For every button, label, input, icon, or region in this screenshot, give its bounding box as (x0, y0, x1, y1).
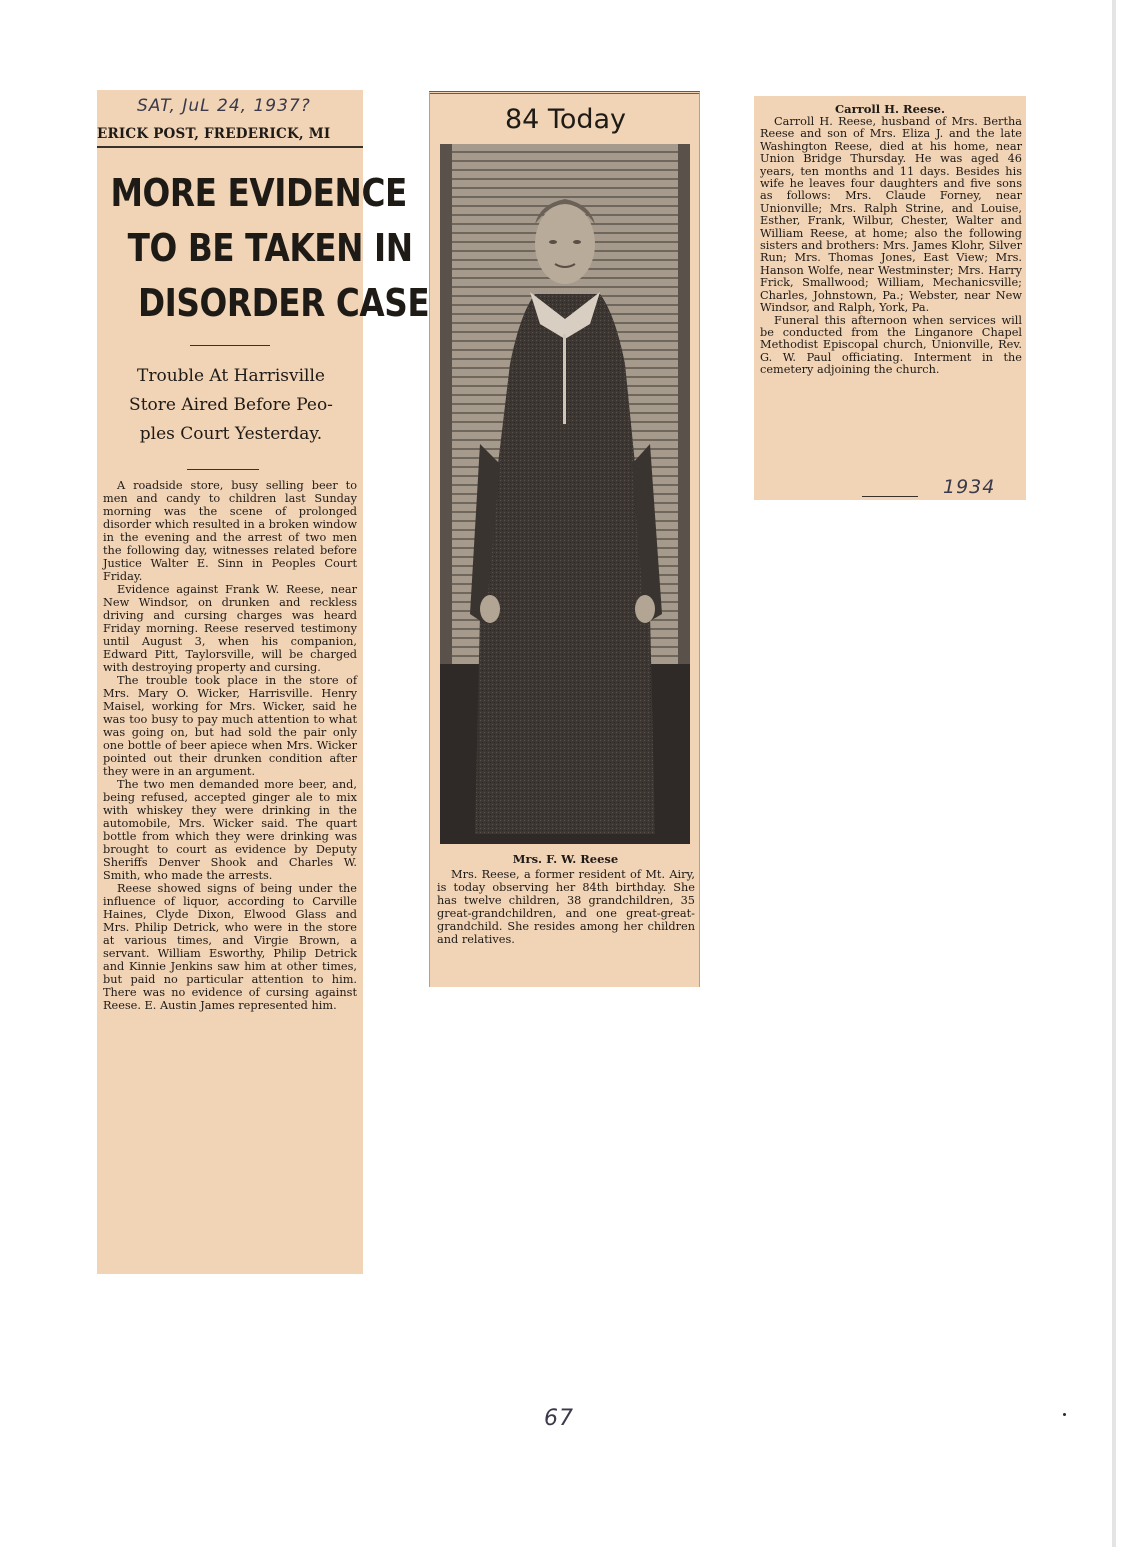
divider (187, 469, 259, 470)
article-body (103, 479, 357, 1012)
handwritten-date: SAT, JuL 24, 1937? (137, 96, 311, 116)
clipping-84-today (429, 91, 700, 987)
obituary-body (760, 116, 1022, 377)
subhead-line: Trouble At Harrisville (137, 366, 325, 386)
portrait-photo (440, 144, 690, 844)
paragraph: A roadside store, busy selling beer to men and candy to children last Sunday morning was the scene of prolonged disorder which resulted in a broken window in the evening and the arrest of two men the following day, witnesses related before Justice Walter E. Sinn in Peoples Court Friday. (103, 479, 357, 583)
paragraph: Carroll H. Reese, husband of Mrs. Bertha Reese and son of Mrs. Eliza J. and the late Washington Reese, died at his home, near Union Bridge Thursday. He was aged 46 years, ten months and 11 days. Besides his wife he leaves four daughters and five sons as follows: Mrs. Claude Forney, near Unionville; Mrs. Ralph Strine, and Louise, Esther, Frank, Wilbur, Chester, Walter and William Reese, at home; also the following sisters and brothers: Mrs. James Klohr, Silver Run; Mrs. Thomas Jones, East View; Mrs. Hanson Wolfe, near Westminster; Mrs. Harry Frick, Smallwood; William, Mechanicsville; Charles, Johnstown, Pa.; Webster, near New Windsor, and Ralph, York, Pa. (760, 115, 1022, 315)
article-body (437, 868, 695, 946)
subheadline (103, 362, 359, 449)
paragraph: Evidence against Frank W. Reese, near New Windsor, on drunken and reckless driving and cursing charges was heard Friday morning. Reese reserved testimony until August 3, when his companion, Edward Pitt, Taylorsville, will be charged with destroying property and cursing. (103, 583, 357, 674)
headline (110, 166, 430, 331)
newspaper-masthead: ERICK POST, FREDERICK, MI (97, 126, 331, 142)
paragraph: Mrs. Reese, a former resident of Mt. Airy, is today observing her 84th birthday. She has twelve children, 38 grandchildren, 35 great-grandchildren, and one great-great-grandchild. She resides among her children and relatives. (437, 868, 695, 946)
paragraph: Funeral this afternoon when services will be conducted from the Linganore Chapel Methodist Episcopal church, Unionville, Rev. G. W. Paul officiating. Interment in the cemetery adjoining the church. (760, 313, 1022, 377)
handwritten-year: 1934 (943, 476, 996, 498)
headline-line: TO BE TAKEN IN (127, 226, 413, 270)
masthead-rule (97, 146, 363, 148)
clipping-obituary (754, 96, 1026, 500)
photo-caption: Mrs. F. W. Reese (512, 852, 619, 866)
clipping-title: 84 Today (504, 104, 627, 135)
page-edge (1112, 0, 1116, 1547)
page-number: 67 (544, 1406, 574, 1431)
subhead-line: Store Aired Before Peo- (129, 395, 333, 415)
clipping-disorder-case (97, 90, 430, 1274)
paragraph: Reese showed signs of being under the influence of liquor, according to Carville Haines, Clyde Dixon, Elwood Glass and Mrs. Philip Detrick, who were in the store at various times, and Virgie Brown, a servant. William Esworthy, Philip Detrick and Kinnie Jenkins saw him at other times, but paid no particular attention to him. There was no evidence of cursing against Reese. E. Austin James represented him. (103, 882, 357, 1012)
stray-mark (1063, 1413, 1066, 1416)
paragraph: The trouble took place in the store of Mrs. Mary O. Wicker, Harrisville. Henry Maisel, working for Mrs. Wicker, said he was too busy to pay much attention to what was going on, but had sold the pair only one bottle of beer apiece when Mrs. Wicker pointed out their drunken condition after they were in an argument. (103, 674, 357, 778)
headline-line: DISORDER CASE (137, 281, 430, 325)
paragraph: The two men demanded more beer, and, being refused, accepted ginger ale to mix with whiskey they were drinking in the automobile, Mrs. Wicker said. The quart bottle from which they were drinking was brought to court as evidence by Deputy Sheriffs Denver Shook and Charles W. Smith, who made the arrests. (103, 778, 357, 882)
subhead-line: ples Court Yesterday. (139, 424, 323, 444)
obituary-title: Carroll H. Reese. (835, 102, 945, 116)
divider (190, 345, 270, 346)
divider (862, 496, 918, 497)
headline-line: MORE EVIDENCE (110, 171, 407, 215)
